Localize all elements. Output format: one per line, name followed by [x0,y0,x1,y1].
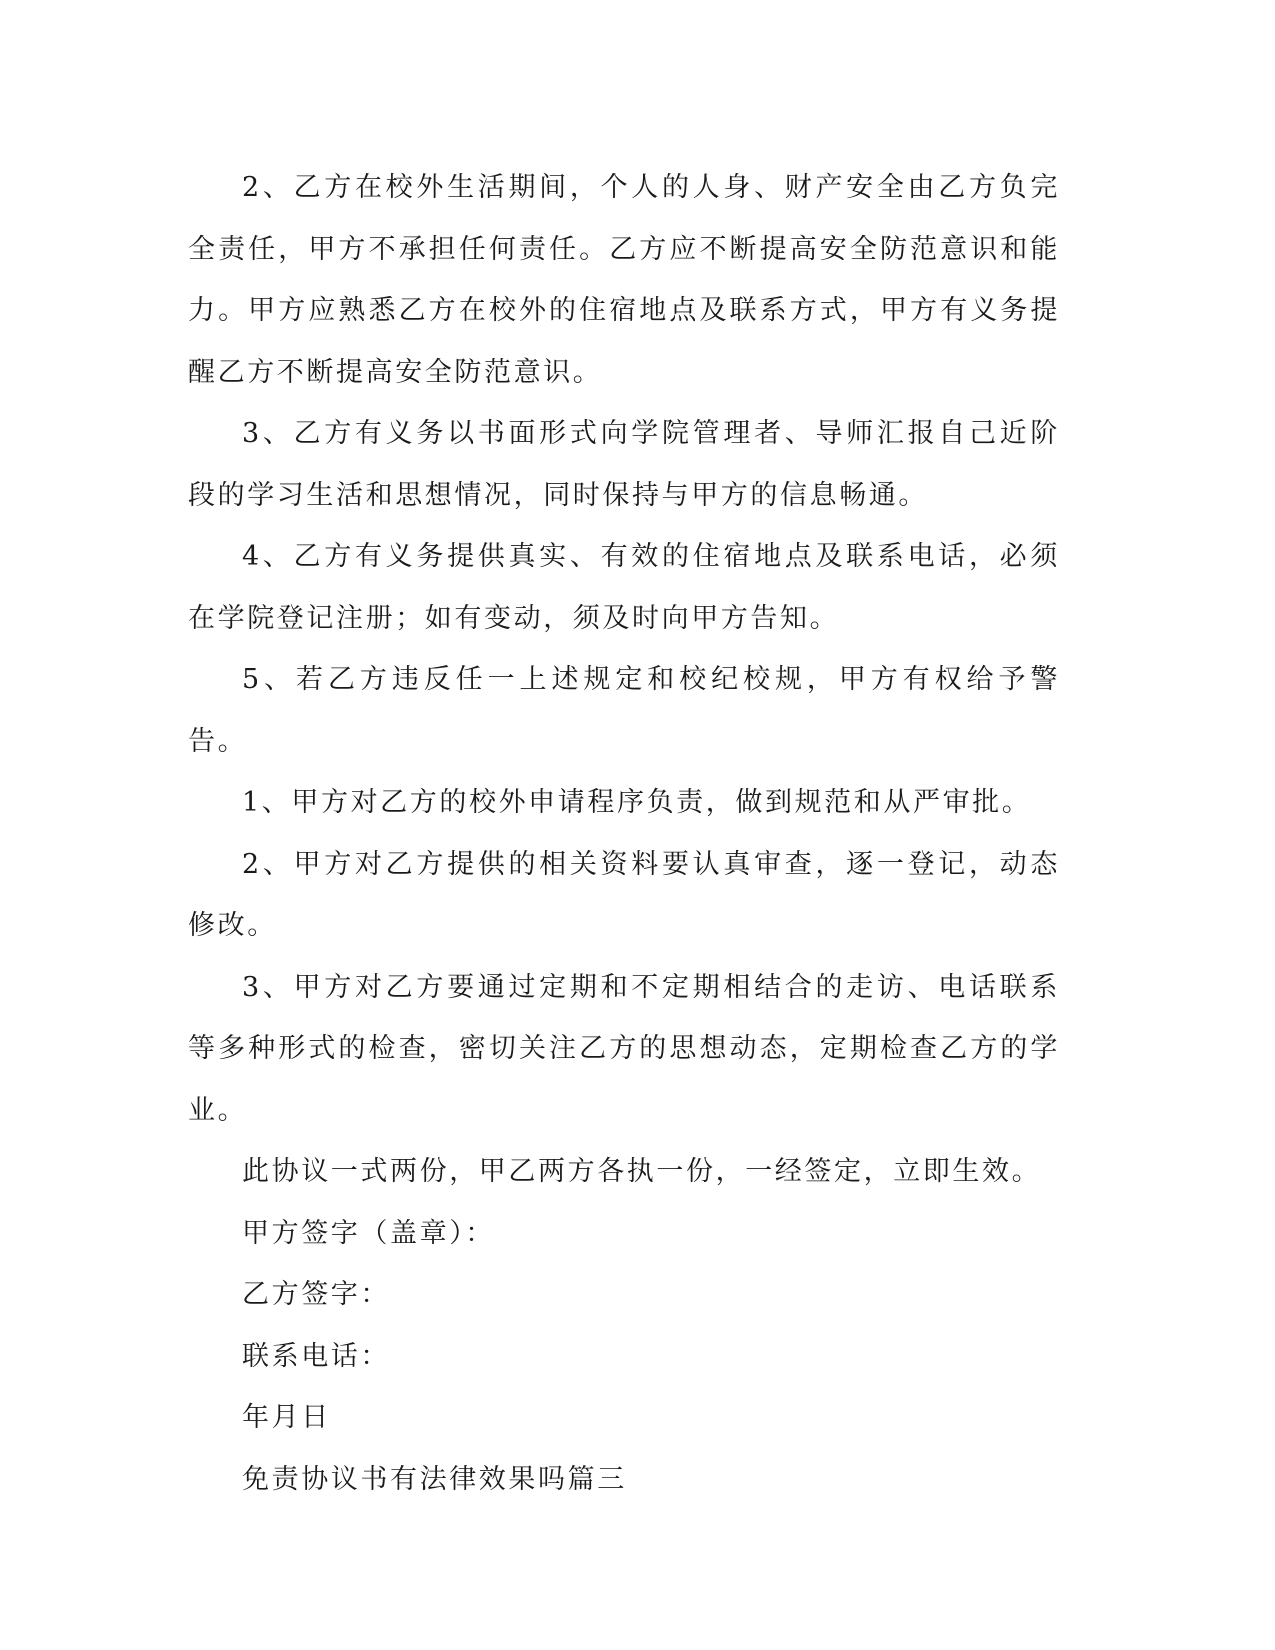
signature-party-b: 乙方签字： [242,1279,390,1310]
date-line: 年月日 [242,1402,331,1433]
paragraph-party-b-safety: 2、乙方在校外生活期间，个人的人身、财产安全由乙方负完全责任，甲方不承担任何责任。乙方应不断提高安全防范意识和能力。甲方应熟悉乙方在校外的住宿地点及联系方式，甲方有义务提醒乙方不断提高安全防范意识。 [188,172,1060,388]
signature-party-a: 甲方签字（盖章）： [242,1217,495,1249]
paragraph-party-a-review: 2、甲方对乙方提供的相关资料要认真审查，逐一登记，动态修改。 [188,848,1060,941]
paragraph-party-b-warning: 5、若乙方违反任一上述规定和校纪校规，甲方有权给予警告。 [188,664,1060,757]
paragraph-party-a-approval: 1、甲方对乙方的校外申请程序负责，做到规范和从严审批。 [242,787,1032,818]
section-heading: 免责协议书有法律效果吗篇三 [242,1463,627,1495]
paragraph-copies: 此协议一式两份，甲乙两方各执一份，一经签定，立即生效。 [242,1156,1042,1187]
contact-phone: 联系电话： [242,1340,390,1372]
paragraph-party-a-inspection: 3、甲方对乙方要通过定期和不定期相结合的走访、电话联系等多种形式的检查，密切关注乙方的思想动态，定期检查乙方的学业。 [188,971,1060,1126]
document-body [188,157,1060,1510]
paragraph-party-b-address: 4、乙方有义务提供真实、有效的住宿地点及联系电话，必须在学院登记注册；如有变动，须及时向甲方告知。 [188,541,1060,634]
paragraph-party-b-report: 3、乙方有义务以书面形式向学院管理者、导师汇报自己近阶段的学习生活和思想情况，同时保持与甲方的信息畅通。 [188,418,1060,511]
